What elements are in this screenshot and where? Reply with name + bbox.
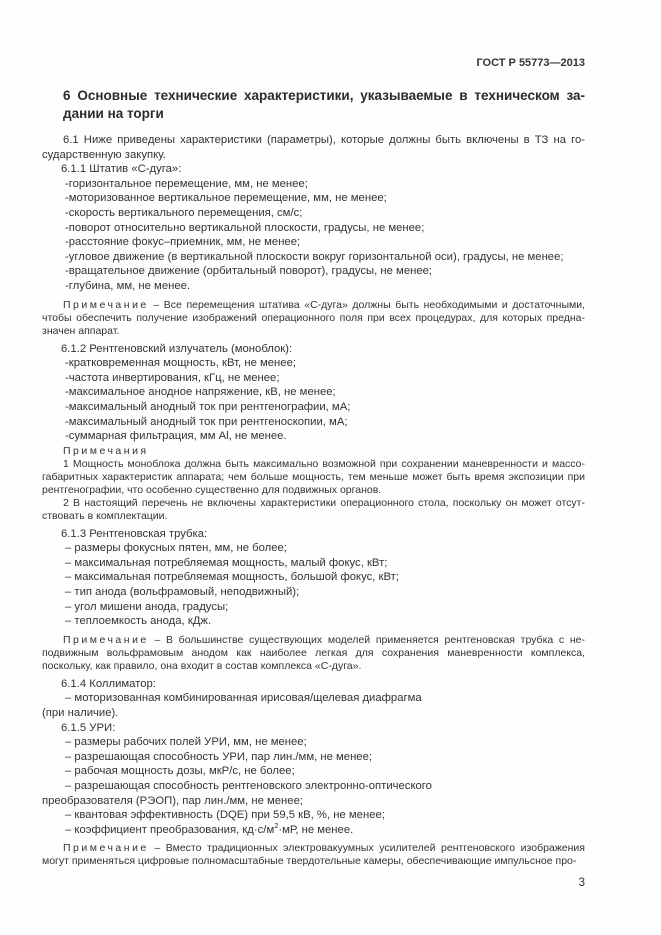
doc-code: ГОСТ Р 55773—2013 <box>476 57 585 69</box>
notes-label: Примечания <box>63 444 149 457</box>
list-item: -максимальный анодный ток при рентгеноскопии, мА; <box>65 415 348 428</box>
list-item: – угол мишени анода, градусы; <box>65 600 229 613</box>
list-item: -расстояние фокус–приемник, мм, не менее; <box>65 236 301 249</box>
list-item: – разрешающая способность УРИ, пар лин./мм, не менее; <box>65 750 373 763</box>
list-item: – рабочая мощность дозы, мкР/с, не более; <box>65 765 295 778</box>
section-heading: 6 Основные технические характеристики, указываемые в техническом задании на торги <box>63 88 585 121</box>
list-item: – максимальная потребляемая мощность, малый фокус, кВт; <box>65 556 388 569</box>
note-item: 2 В настоящий перечень не включены характеристики операционного стола, поскольку он может отсутствовать в комплектации. <box>42 496 585 522</box>
list-item: -горизонтальное перемещение, мм, не менее; <box>65 177 308 190</box>
paragraph-6-1: 6.1 Ниже приведены характеристики (параметры), которые должны быть включены в ТЗ на государственную закупку. <box>42 134 585 161</box>
list-item: -моторизованное вертикальное перемещение, мм, не менее; <box>65 192 387 205</box>
list-item: – размеры фокусных пятен, мм, не более; <box>65 542 287 555</box>
section-title-6-1-3: 6.1.3 Рентгеновская трубка: <box>61 527 208 540</box>
list-item <box>42 823 585 838</box>
list-item: – разрешающая способность рентгеновского электронно-оптического <box>65 780 432 792</box>
page-number: 3 <box>578 877 585 890</box>
section-title-6-1-2: 6.1.2 Рентгеновский излучатель (моноблок): <box>61 342 293 355</box>
list-item: -максимальное анодное напряжение, кВ, не менее; <box>65 386 336 399</box>
list-item: -угловое движение (в вертикальной плоскости вокруг горизонтальной оси), градусы, не менее; <box>65 250 564 263</box>
note-label: Примечание <box>63 842 149 855</box>
section-title-6-1-1: 6.1.1 Штатив «С-дуга»: <box>61 163 182 176</box>
list-item-continuation: (при наличие). <box>42 707 119 720</box>
list-item: -суммарная фильтрация, мм Al, не менее. <box>65 430 287 443</box>
list-item: -поворот относительно вертикальной плоскости, градусы, не менее; <box>65 221 425 234</box>
note-6-1-5 <box>42 842 585 868</box>
unit-suffix: ·мР, не менее. <box>278 823 354 836</box>
list-item: -скорость вертикального перемещения, см/с; <box>65 206 303 219</box>
list-item: -максимальный анодный ток при рентгенографии, мА; <box>65 400 351 413</box>
list-item: – теплоемкость анода, кДж. <box>65 615 212 628</box>
list-item: -частота инвертирования, кГц, не менее; <box>65 371 280 384</box>
section-title-6-1-5: 6.1.5 УРИ: <box>61 721 116 734</box>
list-item: -вращательное движение (орбитальный поворот), градусы, не менее; <box>65 265 433 278</box>
list-item: – максимальная потребляемая мощность, большой фокус, кВт; <box>65 571 399 584</box>
note-6-1-1 <box>42 299 585 338</box>
unit-superscript: 2 <box>274 821 279 831</box>
list-item: – размеры рабочих полей УРИ, мм, не менее; <box>65 736 307 749</box>
note-text: – Все перемещения штатива «С-дуга» должны быть необходимыми и достаточными, чтобы обеспечить получение изображений операционного поля при всех процедурах, для которых предназначен аппарат. <box>42 298 585 337</box>
note-label: Примечание <box>63 633 149 646</box>
notes-6-1-2 <box>42 445 585 523</box>
list-item: – тип анода (вольфрамовый, неподвижный); <box>65 586 300 599</box>
note-item: 1 Мощность моноблока должна быть максимально возможной при сохранении маневренности и массогабаритных характеристик аппарата; чем больше мощность, тем меньше может быть время экспозиции при рентгенографии, что особенно существенно для подвижных органов. <box>42 457 585 496</box>
list-item: -глубина, мм, не менее. <box>65 279 191 292</box>
note-6-1-3 <box>42 634 585 673</box>
note-label: Примечание <box>63 298 149 311</box>
list-item: – квантовая эффективность (DQE) при 59,5 кВ, %, не менее; <box>65 809 385 822</box>
list-item: – моторизованная комбинированная ирисовая/щелевая диафрагма <box>65 692 422 705</box>
unit-prefix: – коэффициент преобразования, кд·с/м <box>65 823 275 836</box>
note-text: – Вместо традиционных электровакуумных усилителей рентгеновского изображения могут применяться цифровые полномасштабные твердотельные камеры, обеспечивающие импульсное про- <box>42 842 585 868</box>
note-text: – В большинстве существующих моделей применяется рентгеновская трубка с неподвижным вольфрамовым анодом как наиболее легкая для сохранения маневренности комплекса, поскольку, как правило, она входит в состав комплекса «С-дуга». <box>42 633 585 672</box>
list-item: -кратковременная мощность, кВт, не менее; <box>65 357 296 370</box>
list-item-continuation: преобразователя (РЭОП), пар лин./мм, не менее; <box>42 794 303 807</box>
section-title-6-1-4: 6.1.4 Коллиматор: <box>61 677 156 690</box>
